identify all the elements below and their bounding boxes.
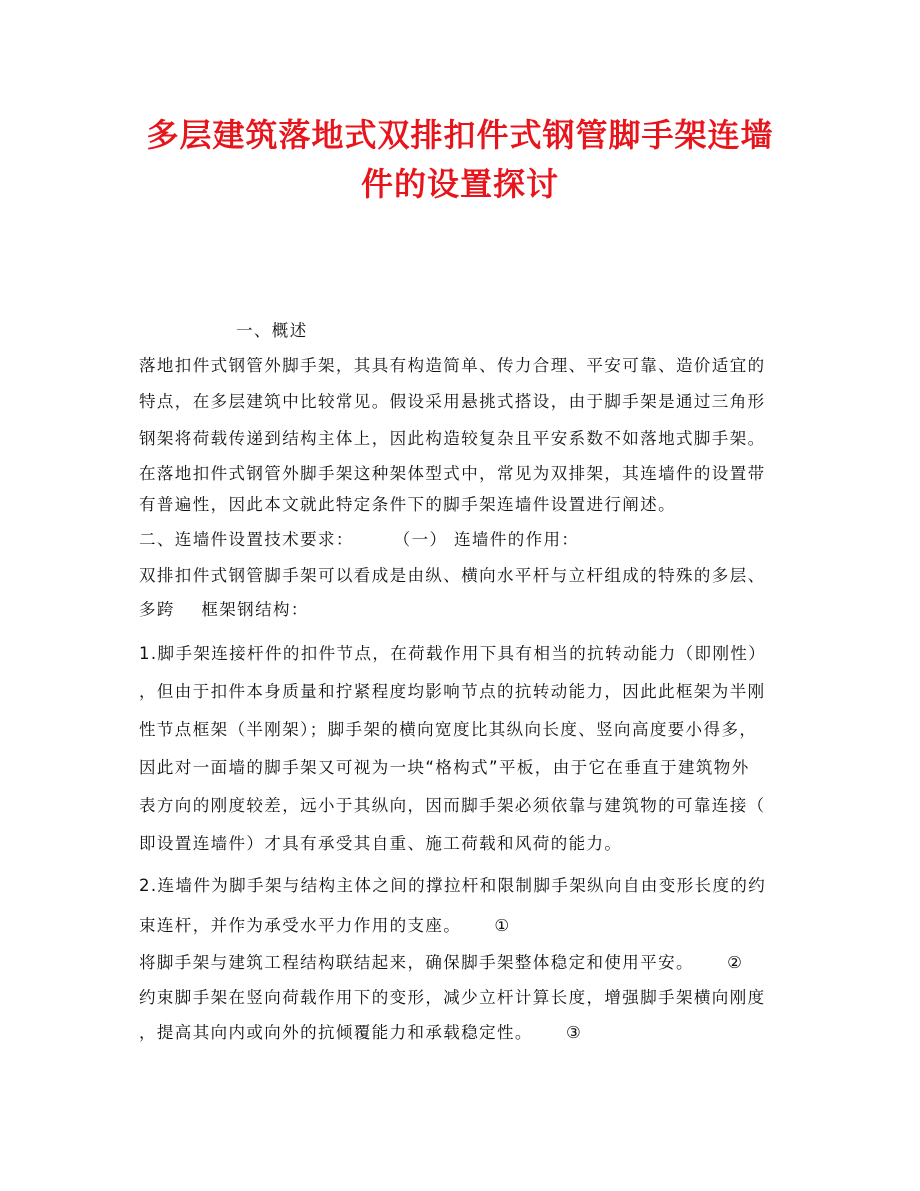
document-title-line-1: 多层建筑落地式双排扣件式钢管脚手架连墙 (146, 116, 774, 154)
paragraph-line: 落地扣件式钢管外脚手架，其具有构造简单、传力合理、平安可靠、造价适宜的 (139, 356, 766, 375)
paragraph-line: 约束脚手架在竖向荷载作用下的变形，减少立杆计算长度，增强脚手架横向刚度 (139, 988, 766, 1007)
paragraph-line: 特点，在多层建筑中比较常见。假设采用悬挑式搭设，由于脚手架是通过三角形 (139, 392, 766, 411)
section-heading-overview: 一、概述 (236, 321, 308, 340)
paragraph-line: 多跨 框架钢结构： (139, 600, 309, 619)
paragraph-line: 表方向的刚度较差，远小于其纵向，因而脚手架必须依靠与建筑物的可靠连接（ (139, 796, 766, 815)
paragraph-line: 即设置连墙件）才具有承受其自重、施工荷载和风荷的能力。 (139, 834, 623, 853)
paragraph-line: 因此对一面墙的脚手架又可视为一块“格构式”平板，由于它在垂直于建筑物外 (139, 758, 750, 777)
paragraph-line: 1.脚手架连接杆件的扣件节点，在荷载作用下具有相当的抗转动能力（即刚性） (139, 644, 767, 663)
document-title-line-2: 件的设置探讨 (360, 165, 559, 203)
paragraph-line: 在落地扣件式钢管外脚手架这种架体型式中，常见为双排架，其连墙件的设置带 (139, 464, 766, 483)
paragraph-line: 双排扣件式钢管脚手架可以看成是由纵、横向水平杆与立杆组成的特殊的多层、 (139, 566, 766, 585)
section-heading-requirements: 二、连墙件设置技术要求： （一） 连墙件的作用： (139, 530, 580, 549)
paragraph-line: ，提高其向内或向外的抗倾覆能力和承载稳定性。 ③ (139, 1023, 583, 1042)
paragraph-line: 性节点框架（半刚架）；脚手架的横向宽度比其纵向长度、竖向高度要小得多， (139, 720, 758, 739)
paragraph-line: 有普遍性，因此本文就此特定条件下的脚手架连墙件设置进行阐述。 (139, 495, 676, 514)
paragraph-line: ，但由于扣件本身质量和拧紧程度均影响节点的抗转动能力，因此此框架为半刚 (139, 682, 766, 701)
paragraph-line: 钢架将荷载传递到结构主体上，因此构造较复杂且平安系数不如落地式脚手架。 (139, 429, 766, 448)
paragraph-line: 束连杆，并作为承受水平力作用的支座。 ① (139, 916, 511, 935)
paragraph-line: 将脚手架与建筑工程结构联结起来，确保脚手架整体稳定和使用平安。 ② (139, 953, 744, 972)
paragraph-line: 2.连墙件为脚手架与结构主体之间的撑拉杆和限制脚手架纵向自由变形长度的约 (139, 876, 767, 895)
